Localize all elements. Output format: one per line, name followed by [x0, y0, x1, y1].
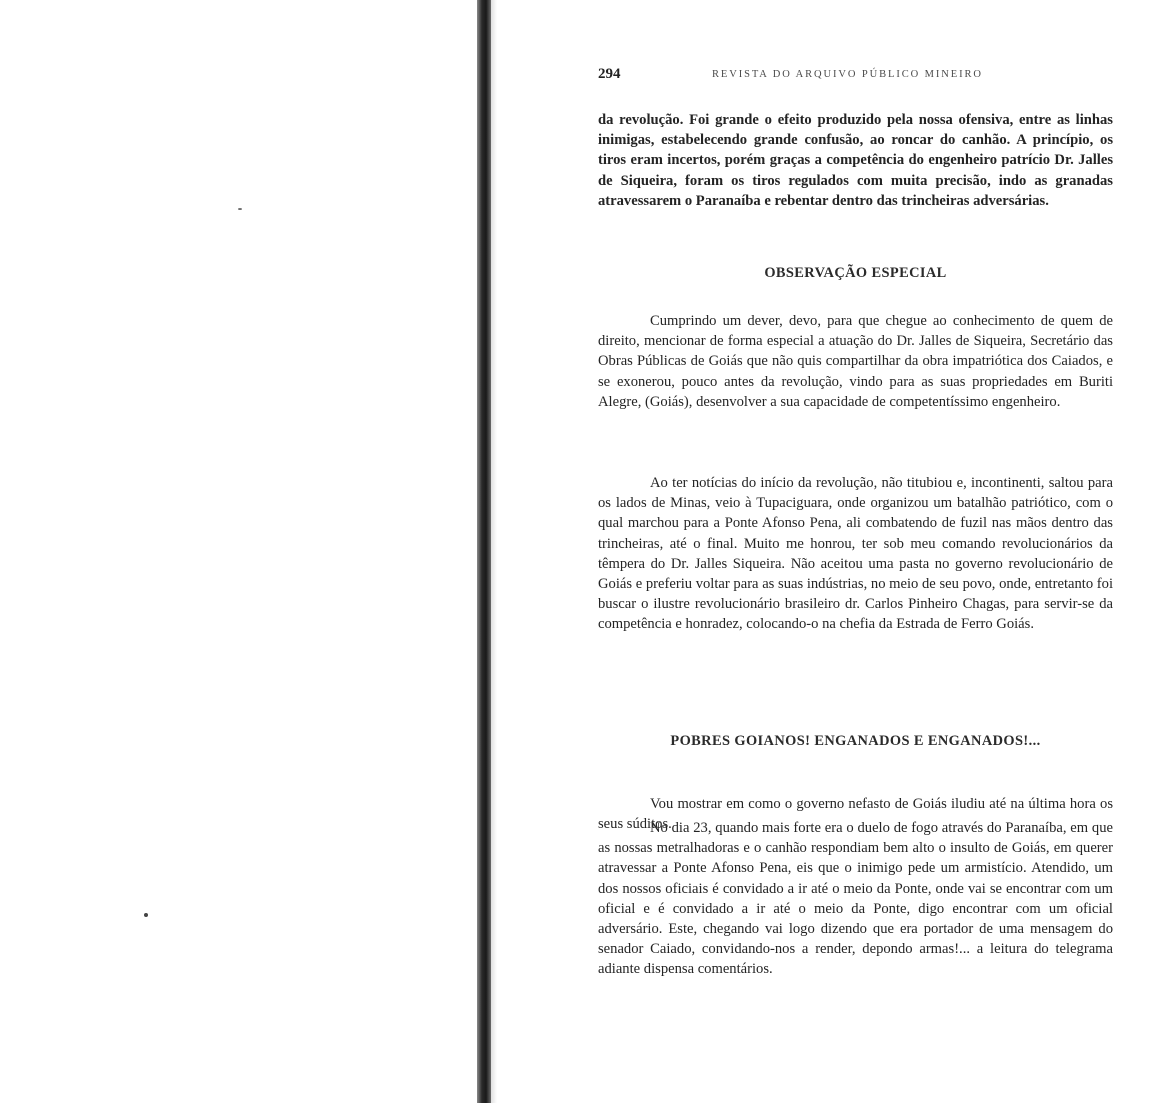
page-number: 294	[598, 66, 621, 82]
paragraph-text: Cumprindo um dever, devo, para que chegue ao conhecimento de quem de direito, mencionar de forma especial a atuação do Dr. Jalles de Siqueira, Secretário das Obras Públicas de Goiás que não quis compartilhar da obra impatriótica dos Caiados, e se exonerou, pouco antes da revolução, vindo para as suas propriedades em Buriti Alegre, (Goiás), desenvolver a sua capacidade de competentíssimo engenheiro.	[598, 313, 1113, 410]
running-head	[598, 66, 1118, 86]
paragraph-observacao	[598, 311, 1113, 412]
section-heading-observacao: OBSERVAÇÃO ESPECIAL	[764, 265, 947, 281]
paper-speck	[238, 208, 242, 210]
paragraph-text: Ao ter notícias do início da revolução, não titubiou e, incontinenti, saltou para os lados de Minas, veio à Tupaciguara, onde organizou um batalhão patriótico, com o qual marchou para a Ponte Afonso Pena, ali combatendo de fuzil nas mãos dentro das trincheiras, até o final. Muito me honrou, ter sob meu comando revolucionários da têmpera do Dr. Jalles Siqueira. Não aceitou uma pasta no governo revolucionário de Goiás e preferiu voltar para as suas indústrias, no meio de seu povo, onde, entretanto foi buscar o ilustre revolucionário brasileiro dr. Carlos Pinheiro Chagas, para servir-se da competência e honradez, colocando-o na chefia da Estrada de Ferro Goiás.	[598, 475, 1113, 633]
right-page	[497, 0, 1154, 1103]
paragraph-text: Vou mostrar em como o governo nefasto de Goiás iludiu até na última hora os seus súditos.	[598, 796, 1113, 833]
paragraph-continuation	[598, 110, 1113, 211]
paragraph-dia-23	[598, 818, 1113, 980]
paper-speck	[144, 913, 148, 917]
journal-title: REVISTA DO ARQUIVO PÚBLICO MINEIRO	[712, 69, 983, 80]
paragraph-text: da revolução. Foi grande o efeito produzido pela nossa ofensiva, entre as linhas inimigas, estabelecendo grande confusão, ao roncar do canhão. A princípio, os tiros eram incertos, porém graças a competência do engenheiro patrício Dr. Jalles de Siqueira, foram os tiros regulados com muita precisão, indo as granadas atravessarem o Paranaíba e rebentar dentro das trincheiras adversárias.	[598, 112, 1113, 209]
paragraph-text: No dia 23, quando mais forte era o duelo de fogo através do Paranaíba, em que as nossas metralhadoras e o canhão respondiam bem alto o insulto de Goiás, em querer atravessar a Ponte Afonso Pena, eis que o inimigo pede um armistício. Atendido, um dos nossos oficiais é convidado a ir até o meio da Ponte, onde vai se encontrar com um oficial e é convidado a ir até o meio da Ponte, digo encontrar com um oficial adversário. Este, chegando vai logo dizendo que era portador de uma mensagem do senador Caiado, convidando-nos a render, depondo armas!... a leitura do telegrama adiante dispensa comentários.	[598, 820, 1113, 978]
section-heading-pobres-goianos: POBRES GOIANOS! ENGANADOS E ENGANADOS!...	[670, 733, 1041, 749]
paragraph-jalles	[598, 473, 1113, 635]
book-gutter	[477, 0, 491, 1103]
left-page-blank	[0, 0, 476, 1103]
